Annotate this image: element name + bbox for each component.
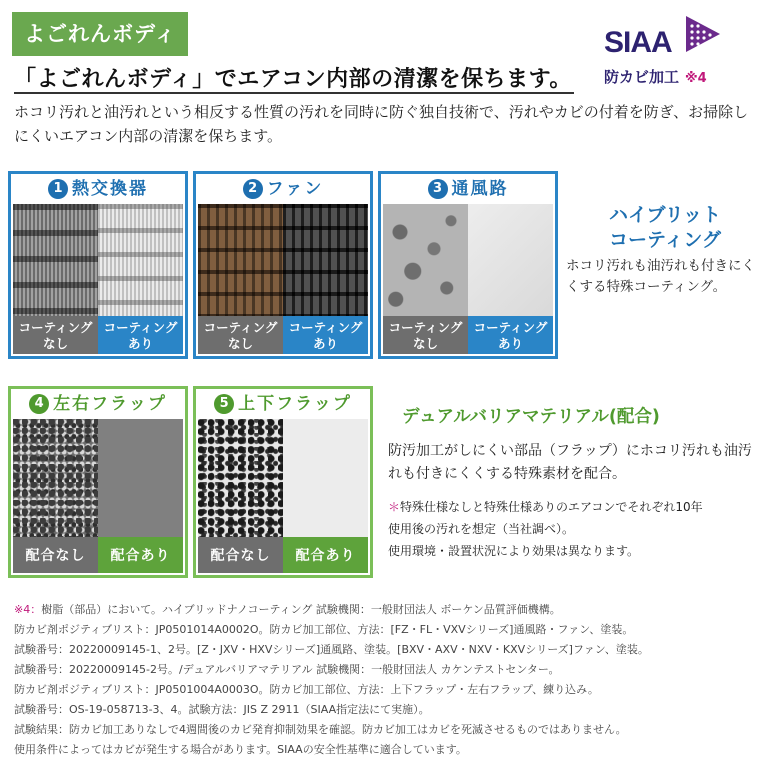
siaa-note: ※4 — [685, 71, 707, 86]
dual-material-title: デュアルバリアマテリアル(配合) — [402, 407, 660, 427]
panel-vertical-flap — [193, 386, 373, 578]
panel-title — [381, 174, 555, 204]
fine-print-line: 試験結果：防カビ加工ありなしで4週間後のカビ発育抑制効果を確認。防カビ加工はカビを死滅させるものではありません。 — [14, 723, 627, 736]
label-without: コーティング なし — [383, 316, 468, 354]
note-line3: 使用環境・設置状況により効果は異なります。 — [388, 544, 640, 558]
headline: 「よごれんボディ」でエアコン内部の清潔を保ちます。 — [14, 67, 572, 92]
label-with: コーティング あり — [468, 316, 553, 354]
note-line2: 使用後の汚れを想定（当社調べ）。 — [388, 522, 575, 536]
label-with: 配合あり — [283, 537, 368, 573]
panel-title-text: 上下フラップ — [238, 394, 352, 414]
lead-text: ホコリ汚れと油汚れという相反する性質の汚れを同時に防ぐ独自技術で、汚れやカビの付着を防ぎ、お掃除しにくいエアコン内部の清潔を保ちます。 — [14, 103, 749, 145]
panel-labels — [381, 316, 555, 356]
panel-images — [381, 204, 555, 316]
panel-fan — [193, 171, 373, 359]
panel-labels — [11, 537, 185, 575]
panel-air-duct — [378, 171, 558, 359]
panel-heat-exchanger — [8, 171, 188, 359]
photo-with-material — [283, 419, 368, 537]
panel-images — [196, 419, 370, 537]
label-without: 配合なし — [13, 537, 98, 573]
hybrid-coating-title — [590, 203, 740, 253]
photo-without-coating — [13, 204, 98, 316]
panel-title — [11, 174, 185, 204]
panel-number: 4 — [29, 394, 49, 414]
photo-with-coating — [283, 204, 368, 316]
photo-without-material — [198, 419, 283, 537]
panel-images — [11, 419, 185, 537]
siaa-logo-text: SIAA — [604, 26, 672, 59]
siaa-subtitle-text: 防カビ加工 — [604, 68, 680, 86]
panel-horizontal-flap — [8, 386, 188, 578]
panel-title-text: 熱交換器 — [72, 179, 148, 199]
fine-print-line: 使用条件によってはカビが発生する場合があります。SIAAの安全性基準に適合しています。 — [14, 743, 467, 756]
photo-without-coating — [383, 204, 468, 316]
hybrid-coating-desc: ホコリ汚れも油汚れも付きにくくする特殊コーティング。 — [566, 258, 755, 295]
panel-images — [11, 204, 185, 316]
fine-print-line: 防カビ剤ポジティブリスト：JP0501014A0002O。防カビ加工部位、方法：[FZ・FL・VXVシリーズ]通風路・ファン、塗装。 — [14, 623, 634, 636]
panel-number: 3 — [428, 179, 448, 199]
fine-print-line: 試験番号：20220009145-2号。/デュアルバリアマテリアル 試験機関：一般財団法人 カケンテストセンター。 — [14, 663, 560, 676]
panel-title — [196, 389, 370, 419]
label-without: コーティング なし — [13, 316, 98, 354]
photo-with-material — [98, 419, 183, 537]
panel-title-text: 左右フラップ — [53, 394, 167, 414]
panel-labels — [196, 316, 370, 356]
photo-with-coating — [468, 204, 553, 316]
panel-title-text: ファン — [266, 179, 324, 199]
siaa-mark-icon — [684, 14, 722, 54]
label-with: コーティング あり — [98, 316, 183, 354]
fine-print-line: 試験番号：OS-19-058713-3、4。試験方法：JIS Z 2911（SIAA指定法にて実施）。 — [14, 703, 430, 716]
label-with: 配合あり — [98, 537, 183, 573]
fine-print — [14, 600, 762, 760]
panel-images — [196, 204, 370, 316]
panel-number: 1 — [48, 179, 68, 199]
siaa-subtitle — [604, 66, 707, 87]
dual-material-note — [388, 496, 763, 562]
note-mark: ＊ — [388, 500, 401, 514]
label-without: コーティング なし — [198, 316, 283, 354]
hybrid-title-line1: ハイブリット — [609, 204, 721, 226]
section-tag: よごれんボディ — [12, 12, 188, 56]
panel-number: 2 — [243, 179, 263, 199]
photo-without-material — [13, 419, 98, 537]
hybrid-title-line2: コーティング — [608, 229, 722, 251]
label-without: 配合なし — [198, 537, 283, 573]
fine-print-line: 樹脂（部品）において。ハイブリッドナノコーティング 試験機関：一般財団法人 ボーケン品質評価機構。 — [41, 603, 561, 616]
panel-number: 5 — [214, 394, 234, 414]
panel-title — [196, 174, 370, 204]
label-with: コーティング あり — [283, 316, 368, 354]
fine-print-line: 試験番号：20220009145-1、2号。[Z・JXV・HXVシリーズ]通風路、塗装。[BXV・AXV・NXV・KXVシリーズ]ファン、塗装。 — [14, 643, 649, 656]
panel-title — [11, 389, 185, 419]
siaa-logo — [600, 8, 740, 90]
dual-material-desc: 防汚加工がしにくい部品（フラップ）にホコリ汚れも油汚れも付きにくくする特殊素材を配合。 — [388, 443, 752, 482]
photo-without-coating — [198, 204, 283, 316]
fine-print-mark: ※4： — [14, 603, 42, 616]
headline-rule — [14, 92, 574, 94]
photo-with-coating — [98, 204, 183, 316]
note-line1: 特殊仕様なしと特殊仕様ありのエアコンでそれぞれ10年 — [400, 500, 703, 514]
panel-title-text: 通風路 — [451, 179, 509, 199]
panel-labels — [196, 537, 370, 575]
fine-print-line: 防カビ剤ポジティブリスト：JP0501004A0003O。防カビ加工部位、方法：上下フラップ・左右フラップ、練り込み。 — [14, 683, 599, 696]
panel-labels — [11, 316, 185, 356]
